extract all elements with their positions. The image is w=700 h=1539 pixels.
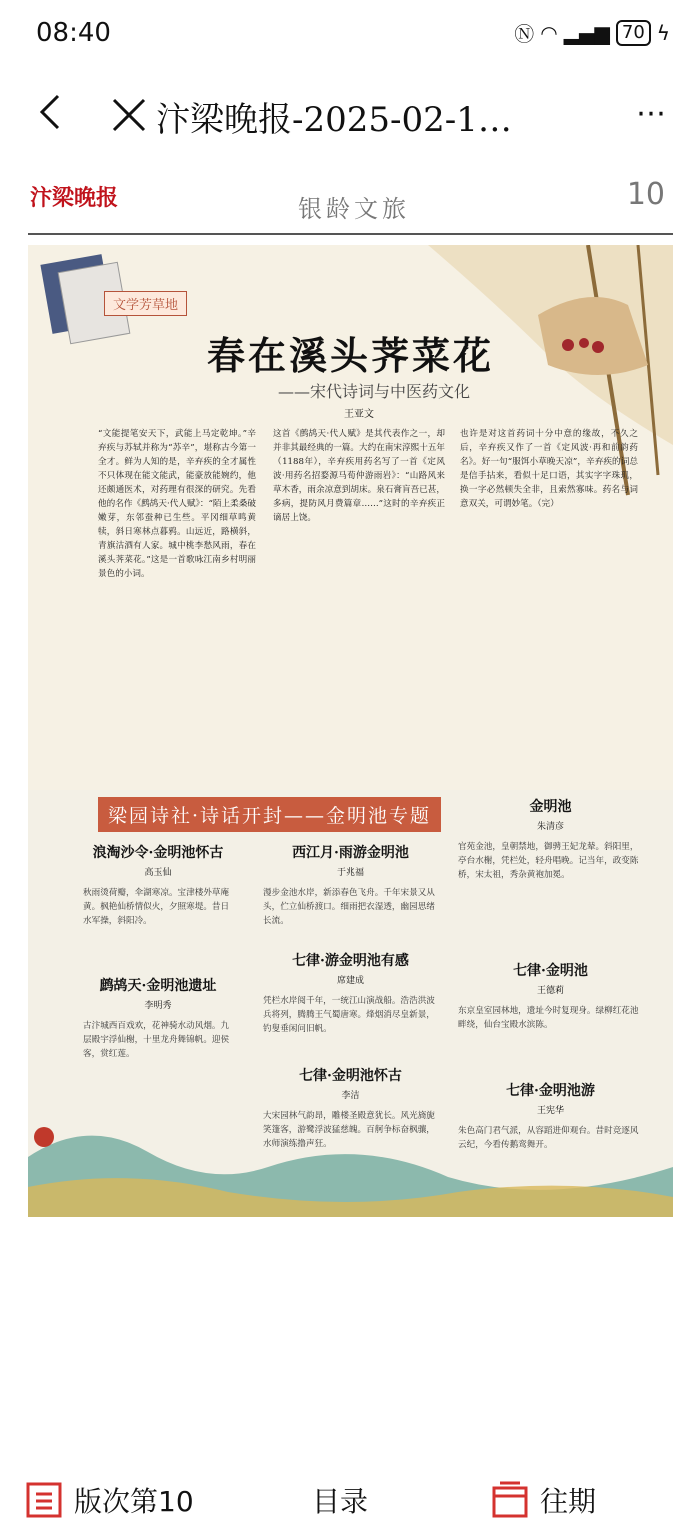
poem-title: 七律·游金明池有感 (292, 953, 409, 969)
poem-text: 秋雨烫荷瓣，伞湖寒凉。宝津楼外草庵黄。枫艳仙桥情似火，夕照寒堤。昔日水军操，斜阳冷。 (83, 888, 230, 926)
poem-author: 席建成 (336, 976, 364, 986)
poem-text: 朱色高门君气派，从容蹈进仰观台。昔时竞逐风云纪，今看传鹅鸾舞开。 (458, 1126, 639, 1150)
poem-title: 鹧鸪天·金明池遗址 (99, 978, 217, 994)
article-column-1: “文能提笔安天下，武能上马定乾坤。”辛弃疾与苏轼并称为“苏辛”，堪称古今第一全才。鲜为人知的是，辛弃疾的全才属性不只体现在能文能武，能豪放能婉约，他还颇通医术，对药理有很深的研究。先看他的名作《鹧鸪天·代人赋》：“陌上柔桑破嫩芽，东邻蚕种已生些。平冈细草鸣黄犊，斜日寒林点暮鸦。山远近，路横斜，青旗沽酒有人家。城中桃李愁风雨，春在溪头荠菜花。”这是一首歌咏江南乡村明丽景色的小词。 (98, 429, 256, 579)
more-menu-icon[interactable]: ⋯ (636, 96, 670, 131)
masthead (28, 175, 673, 235)
poem-author: 李明秀 (144, 1001, 172, 1011)
poem-block (458, 960, 643, 1032)
status-icons (514, 18, 670, 47)
poetry-banner: 梁园诗社·诗话开封——金明池专题 (98, 797, 441, 832)
battery-icon: 70 (616, 20, 651, 46)
poem-block (83, 842, 233, 928)
poem-author: 于兆福 (336, 868, 364, 878)
contents-button[interactable] (312, 1480, 368, 1520)
poem-author: 王德莉 (536, 986, 564, 996)
charging-icon: ϟ (656, 20, 670, 45)
page-number: 10 (626, 177, 665, 212)
poem-text: 官苑金池，皇朝禁地，御骋王妃龙辇。斜阳里，亭台水榭，凭栏处，轻舟唱晚。记当年，政变陈桥，宋太祖，秀杂黄袍加冕。 (458, 842, 639, 880)
archive-button[interactable] (490, 1480, 596, 1520)
poem-text: 漫步金池水岸，新添春色飞舟。千年宋景又从头，伫立仙桥渡口。细雨把衣湿透，幽园思绪长流。 (263, 888, 435, 926)
article-column-2: 这首《鹧鸪天·代人赋》是其代表作之一，却并非其最经典的一篇。大约在南宋淳熙十五年（1188年），辛弃疾用药名写了一首《定风波·用药名招婺源马荀仲游雨岩》：“山路风来草木香，雨余凉意到胡床。泉石膏肓吾已甚，多病，提防风月费篇章……”这时的辛弃疾正谪居上饶。 (273, 429, 445, 523)
article-author: 王亚文 (344, 409, 374, 420)
poem-text: 东京皇室园林地，遗址今时复现身。绿柳红花池畔绕，仙台宝殿水滨陈。 (458, 1006, 639, 1030)
newspaper-page[interactable] (28, 175, 673, 1217)
contents-label: 目录 (312, 1485, 369, 1518)
bottom-bar (0, 1470, 700, 1539)
poem-author: 朱清彦 (536, 822, 564, 832)
close-icon[interactable] (110, 96, 148, 134)
poem-block (263, 950, 438, 1036)
poem-title: 金明池 (529, 799, 572, 815)
nfc-icon: Ⓝ (514, 22, 535, 46)
section-name: 银龄文旅 (298, 195, 410, 223)
newspaper-logo: 汴梁晚报 (30, 185, 119, 211)
archive-icon (490, 1480, 530, 1520)
edition-button[interactable] (24, 1480, 194, 1520)
page-title: 汴梁晚报-2025-02-1… (156, 100, 512, 140)
top-nav (0, 82, 700, 152)
poem-text: 凭栏水岸阅千年，一统江山演战船。浩浩洪波兵将列，腾腾王气蜀唐寒。烽烟消尽皇新景，钓叟垂闲问旧帆。 (263, 996, 435, 1034)
poem-block (263, 842, 438, 928)
status-time: 08:40 (36, 18, 111, 48)
edition-label: 版次第10 (74, 1485, 194, 1518)
poem-title: 七律·金明池游 (506, 1083, 595, 1099)
article-headline: 春在溪头荠菜花 (206, 333, 494, 378)
poem-text: 古汴城西百戏欢，花神骑水动风烟。九层殿宇浮仙榭，十里龙舟舞锦帆。迎侯客，赏红莲。 (83, 1021, 230, 1059)
poem-author: 王宪华 (536, 1106, 564, 1116)
signal-icon: ▂▄▆ (563, 20, 610, 45)
back-icon[interactable] (36, 92, 66, 132)
status-bar (0, 0, 700, 70)
poem-title: 七律·金明池怀古 (299, 1068, 402, 1084)
poetry-section (28, 790, 673, 1217)
poem-title: 七律·金明池 (513, 963, 588, 979)
column-tag: 文学芳草地 (104, 291, 187, 316)
wifi-icon: ◠ (540, 20, 558, 45)
poem-text: 大宋园林气韵昂，雕楼圣殿意犹长。风光旖旎笑篷客，游鹭浮波猛慈魄。百舸争标奋枫骧，水师演练撸声狂。 (263, 1111, 435, 1149)
poem-block (458, 796, 643, 882)
archive-label: 往期 (540, 1485, 597, 1518)
poem-title: 浪淘沙令·金明池怀古 (92, 845, 224, 861)
poem-title: 西江月·雨游金明池 (292, 845, 409, 861)
poem-author: 高玉仙 (144, 868, 172, 878)
article-subheadline: ——宋代诗词与中医药文化 (278, 382, 471, 401)
edition-icon (24, 1480, 64, 1520)
article-column-3: 也许是对这首药词十分中意的缘故，不久之后，辛弃疾又作了一首《定风波·再和前韵药名》。好一句“服饵小草晚天凉”，辛弃疾的词总是信手拈来，看似十足口语，其实字字珠玑，换一字必然顿失全非，且索然寡味。药名与词意双关，可谓妙笔。（完） (460, 429, 638, 509)
decorative-hills (28, 1097, 673, 1217)
article-area (28, 245, 673, 805)
poem-author: 李洁 (341, 1091, 360, 1101)
poem-block (83, 975, 233, 1061)
